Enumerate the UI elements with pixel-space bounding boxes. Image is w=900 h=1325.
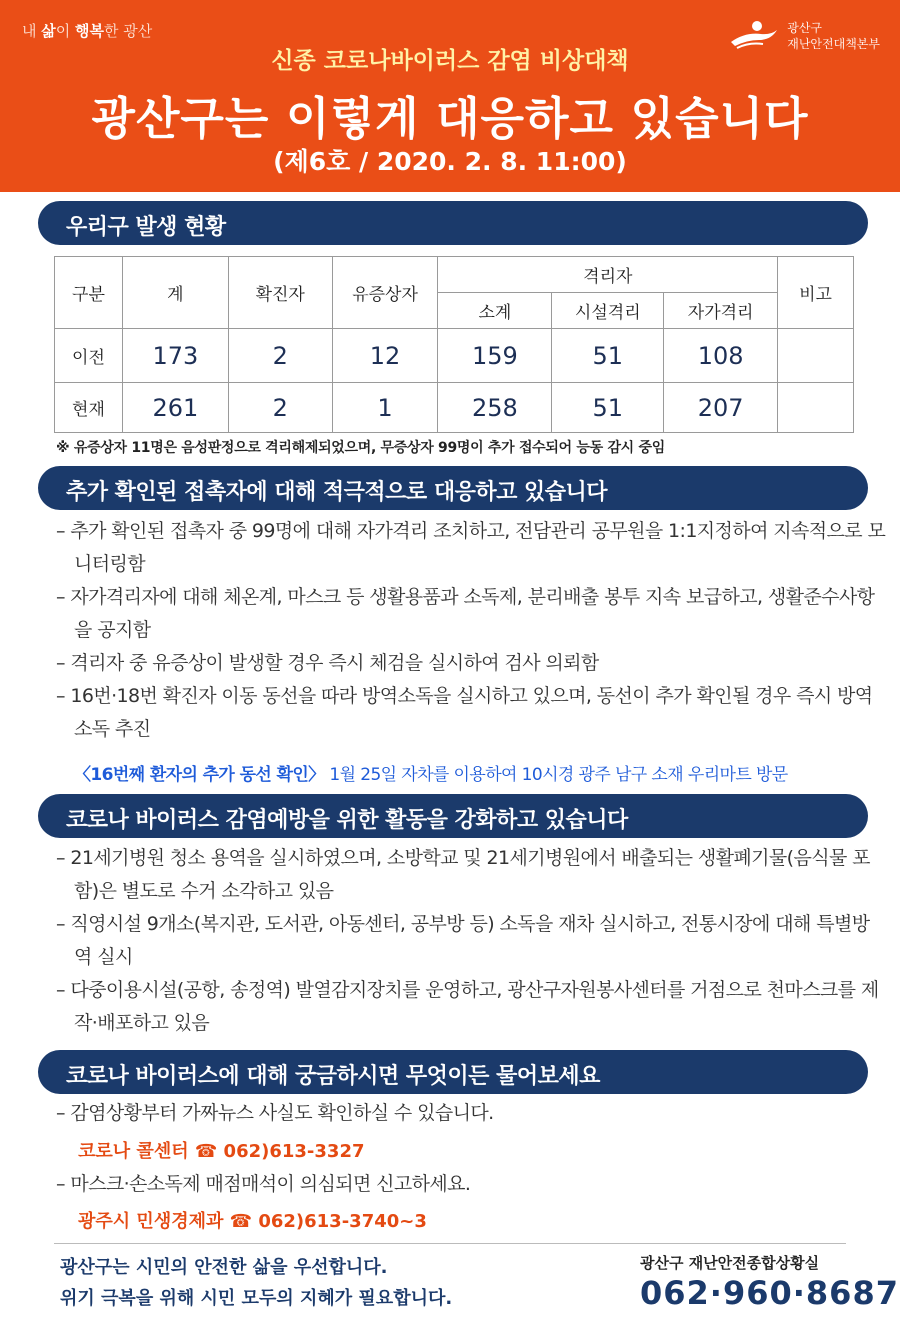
slogan-text: 내 [22, 22, 42, 40]
cell-symptom: 12 [332, 329, 438, 383]
route-highlight [74, 760, 788, 785]
section-title: 추가 확인된 접촉자에 대해 적극적으로 대응하고 있습니다 [66, 480, 608, 505]
economy-dept-line: 광주시 민생경제과 ☎ 062)613-3740~3 [78, 1211, 427, 1232]
header-banner [0, 0, 900, 192]
slogan-text: 이 [55, 22, 76, 40]
table-row [55, 383, 854, 433]
list-item: – 감염상황부터 가짜뉴스 사실도 확인하실 수 있습니다. [56, 1097, 886, 1130]
contacts-list [56, 515, 886, 746]
cell-self: 207 [664, 383, 778, 433]
list-item: – 자가격리자에 대해 체온계, 마스크 등 생활용품과 소독제, 분리배출 봉투 지속 보급하고, 생활준수사항을 공지함 [56, 581, 886, 647]
table-footnote: ※ 유증상자 11명은 음성판정으로 격리해제되었으며, 무증상자 99명이 추가 접수되어 능동 감시 중임 [56, 440, 665, 456]
contact-phone: 062·960·8687 [640, 1274, 899, 1312]
row-label: 현재 [55, 383, 123, 433]
cell-subtotal: 258 [438, 383, 552, 433]
section-title: 코로나 바이러스 감염예방을 위한 활동을 강화하고 있습니다 [66, 808, 628, 833]
page-title: 광산구는 이렇게 대응하고 있습니다 [91, 92, 809, 145]
slogan-emphasis: 삶 [41, 22, 56, 40]
slogan-emphasis: 행복 [75, 22, 105, 40]
section-bar-contacts [38, 466, 868, 510]
section-bar-prevention [38, 794, 868, 838]
col-header-facility: 시설격리 [552, 293, 664, 329]
contact-label: 광산구 재난안전종합상황실 [640, 1254, 820, 1272]
list-item: – 마스크·손소독제 매점매석이 의심되면 신고하세요. [56, 1168, 886, 1201]
cell-self: 108 [664, 329, 778, 383]
slogan [22, 20, 152, 41]
route-highlight-text: 1월 25일 자차를 이용하여 10시경 광주 남구 소재 우리마트 방문 [324, 765, 788, 785]
section-title: 코로나 바이러스에 대해 궁금하시면 무엇이든 물어보세요 [66, 1064, 600, 1089]
cell-subtotal: 159 [438, 329, 552, 383]
inquiry-list-2 [56, 1168, 886, 1201]
list-item: – 다중이용시설(공항, 송정역) 발열감지장치를 운영하고, 광산구자원봉사센터를 거점으로 천마스크를 제작·배포하고 있음 [56, 974, 886, 1040]
col-header-category: 구분 [55, 257, 123, 329]
cell-note [778, 329, 854, 383]
section-bar-inquiry [38, 1050, 868, 1094]
list-item: – 16번·18번 확진자 이동 동선을 따라 방역소독을 실시하고 있으며, 동선이 추가 확인될 경우 즉시 방역 소독 추진 [56, 680, 886, 746]
cell-note [778, 383, 854, 433]
issue-info: (제6호 / 2020. 2. 8. 11:00) [273, 147, 627, 176]
cell-symptom: 1 [332, 383, 438, 433]
footer-divider [54, 1243, 846, 1244]
col-header-isolated: 격리자 [438, 257, 778, 293]
prevention-list [56, 842, 886, 1040]
cell-confirmed: 2 [228, 383, 332, 433]
footer-message [60, 1252, 452, 1314]
call-center-line: 코로나 콜센터 ☎ 062)613-3327 [78, 1141, 365, 1162]
col-header-total: 계 [122, 257, 228, 329]
section-title: 우리구 발생 현황 [66, 215, 226, 240]
col-header-subtotal: 소계 [438, 293, 552, 329]
list-item: – 21세기병원 청소 용역을 실시하였으며, 소방학교 및 21세기병원에서 배출되는 생활폐기물(음식물 포함)은 별도로 수거 소각하고 있음 [56, 842, 886, 908]
org-department: 재난안전대책본부 [787, 37, 880, 51]
cell-total: 173 [122, 329, 228, 383]
section-bar-status [38, 201, 868, 245]
list-item: – 직영시설 9개소(복지관, 도서관, 아동센터, 공부방 등) 소독을 재차 실시하고, 전통시장에 대해 특별방역 실시 [56, 908, 886, 974]
col-header-confirmed: 확진자 [228, 257, 332, 329]
list-item: – 추가 확인된 접촉자 중 99명에 대해 자가격리 조치하고, 전담관리 공무원을 1:1지정하여 지속적으로 모니터링함 [56, 515, 886, 581]
org-name: 광산구 [787, 21, 823, 35]
cell-total: 261 [122, 383, 228, 433]
slogan-text: 한 광산 [104, 22, 153, 40]
header-subtitle: 신종 코로나바이러스 감염 비상대책 [271, 48, 629, 74]
cell-facility: 51 [552, 383, 664, 433]
route-highlight-label: 〈16번째 환자의 추가 동선 확인〉 [74, 765, 325, 785]
footer-line: 위기 극복을 위해 시민 모두의 지혜가 필요합니다. [60, 1288, 453, 1309]
col-header-self: 자가격리 [664, 293, 778, 329]
col-header-note: 비고 [778, 257, 854, 329]
col-header-symptom: 유증상자 [332, 257, 438, 329]
list-item: – 격리자 중 유증상이 발생할 경우 즉시 체검을 실시하여 검사 의뢰함 [56, 647, 886, 680]
footer-line: 광산구는 시민의 안전한 삶을 우선합니다. [60, 1257, 388, 1278]
cell-confirmed: 2 [228, 329, 332, 383]
inquiry-list-1 [56, 1097, 886, 1130]
cell-facility: 51 [552, 329, 664, 383]
row-label: 이전 [55, 329, 123, 383]
table-row [55, 329, 854, 383]
status-table [54, 256, 854, 433]
